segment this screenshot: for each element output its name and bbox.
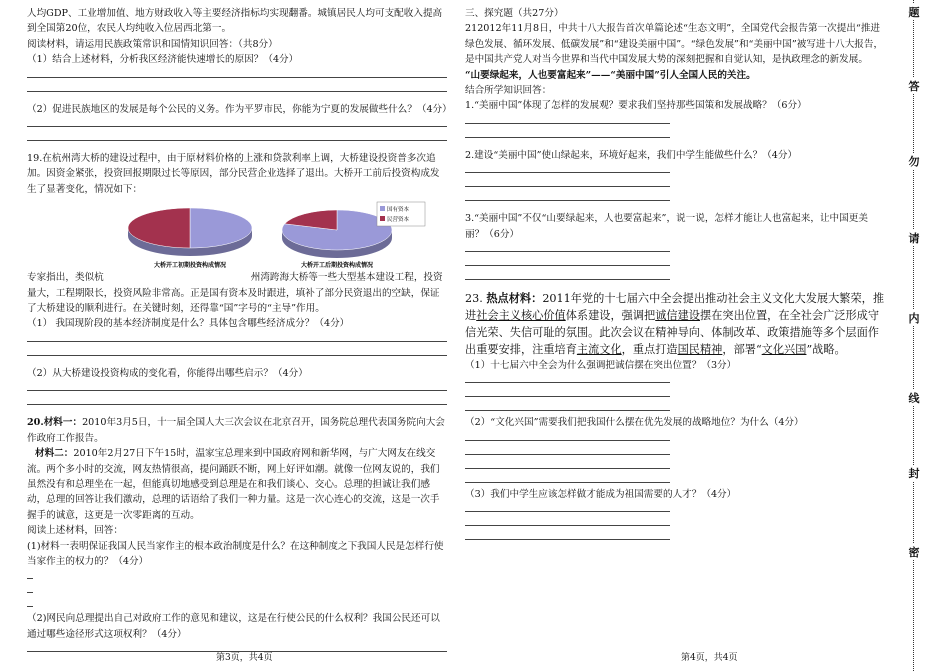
q21-text: 212012年11月8日，中共十八大报告首次单篇论述“生态文明”，全国党代会报告第一次提出“推进绿色发展、循环发展、低碳发展”和“建设美丽中国”。“绿色发展”和“美丽中国”被写进十八大报告，是中国共产党人对当今世界和当代中国发展大势的深刻把握和自觉认知，是执政理念的新发展。 <box>465 23 884 66</box>
answer-line[interactable] <box>465 270 670 280</box>
answer-line[interactable] <box>465 516 670 526</box>
seal-char: 请 <box>904 230 924 246</box>
page-number-right: 第4页，共4页 <box>681 653 738 663</box>
answer-line[interactable] <box>465 373 670 383</box>
answer-line[interactable] <box>465 431 670 441</box>
q20-m2-text: 2010年2月27日下午15时，温家宝总理来到中国政府网和新华网，与广大网友在线交流。两个多小时的交流，网友热情很高，提问踊跃不断，网上好评如潮。就像一位网友说的，我们虽然没有和总理坐在一起，但能真切地感受到总理是在和我们谈心、交心。总理的担诚让我们感动，总理的回答让我们激动，总理的话语给了我们一种力量。这是一次心连心的交流，这是一次手握手的诚意，这更是一次零距离的互动。 <box>27 448 440 521</box>
answer-line[interactable] <box>465 177 670 187</box>
chart-title-early: 大桥开工初期投资构成情况 <box>153 262 227 270</box>
left-page <box>27 6 452 656</box>
seal-char: 勿 <box>904 153 924 169</box>
q23-material: 23. 热点材料：2011年党的十七届六中全会提出推动社会主义文化大发展大繁荣，推进社会主义核心价值体系建设，强调把诚信建设摆在突出位置，在全社会广泛形成守信光荣、失信可耻的氛围。此次会议在精神导向、体制改革、政策措施等多个层面作出重要安排，注重培育主流文化，重点打造国民精神，部署“文化兴国”战略。 <box>465 291 885 357</box>
answer-line[interactable] <box>27 395 447 405</box>
answer-line[interactable] <box>465 128 670 138</box>
answer-line[interactable] <box>465 445 670 455</box>
answer-line[interactable] <box>27 68 447 78</box>
answer-line[interactable] <box>465 530 670 540</box>
answer-line[interactable] <box>465 114 670 124</box>
answer-line[interactable] <box>27 569 33 579</box>
answer-line[interactable] <box>27 346 447 356</box>
answer-line[interactable] <box>465 387 670 397</box>
answer-line[interactable] <box>465 459 670 469</box>
legend-label-state: 国有资本 <box>387 207 410 214</box>
q18-instruction: 阅读材料，请运用民族政策常识和国情知识回答：（共8分） <box>27 38 278 50</box>
q23-1: （1）十七届六中全会为什么强调把诚信摆在突出位置？（3分） <box>465 360 737 372</box>
q19-text: 19.在杭州湾大桥的建设过程中，由于原材料价格的上涨和贷款利率上调，大桥建设投资普多次追加。因资金紧张，投资回报期限过长等原因，部分民营企业选择了退出。大桥开工前后投资构成发生了显著变化，情况如下： <box>27 153 440 195</box>
page-number-left: 第3页，共4页 <box>216 653 273 663</box>
seal-line <box>900 0 928 671</box>
q23-2: （2）“文化兴国”需要我们把我国什么摆在优先发展的战略地位？为什么（4分） <box>465 417 804 429</box>
answer-line[interactable] <box>27 131 447 141</box>
q18-intro: 人均GDP、工业增加值、地方财政收入等主要经济指标均实现翻番。城镇居民人均可支配收入提高到全国第20位，农民人均纯收入位居西北第一。 <box>27 8 443 35</box>
q21-instruction: 结合所学知识回答： <box>465 85 552 97</box>
q20-2: （2)网民向总理提出自己对政府工作的意见和建议，这是在行使公民的什么权利？我国公民还可以通过哪些途径形式这项权利？（4分） <box>27 613 440 640</box>
answer-line[interactable] <box>465 242 670 252</box>
legend-label-private: 民营资本 <box>387 217 410 224</box>
pie-charts <box>27 200 447 270</box>
answer-line[interactable] <box>465 191 670 201</box>
answer-line[interactable] <box>27 82 447 92</box>
q20-instruction: 阅读上述材料，回答： <box>27 525 123 537</box>
seal-char: 封 <box>904 465 924 481</box>
pie-chart-early <box>122 200 262 270</box>
q18-1: （1）结合上述材料，分析我区经济能快速增长的原因？（4分） <box>27 54 299 66</box>
q20-material-1 <box>27 415 447 446</box>
q20-m1-text: 2010年3月5日，十一届全国人大三次会议在北京召开，国务院总理代表国务院向大会作政府工作报告。 <box>27 417 445 444</box>
seal-char: 密 <box>904 544 924 560</box>
seal-char: 线 <box>904 390 924 406</box>
q19-cont-a: 专家指出，类似杭 <box>27 272 104 284</box>
seal-char: 答 <box>904 78 924 94</box>
answer-line[interactable] <box>27 117 447 127</box>
chart-title-late: 大桥开工后期投资构成情况 <box>300 262 374 270</box>
answer-line[interactable] <box>465 502 670 512</box>
seal-char: 题 <box>904 4 924 20</box>
q19-continuation <box>27 270 447 316</box>
q21-2: 2.建设“美丽中国”使山绿起来，环境好起来，我们中学生能做些什么？（4分） <box>465 149 798 161</box>
q20-1: (1)材料一表明保证我国人民当家作主的根本政治制度是什么？在这种制度之下我国人民是怎样行使当家作主的权力的？（4分） <box>27 540 444 567</box>
q23-label: 热点材料： <box>486 291 543 306</box>
q18-2: （2）促进民族地区的发展是每个公民的义务。作为平罗市民，你能为宁夏的发展做些什么？（4分） <box>27 103 452 115</box>
q21-3: 3.“美丽中国”不仅“山要绿起来，人也要富起来”，说一说，怎样才能让人也富起来，让中国更美丽？（6分） <box>465 213 868 240</box>
q19-cont-c: 型基本建设工程，投资量大，工程期限长，投资风险非常高。正是国有资本及时跟进，填补了部分民资退出的空缺，保证了大桥建设的顺利进行。在关键时刻，还得靠“国”字号的“主导”作用。 <box>27 272 443 315</box>
answer-line[interactable] <box>465 473 670 483</box>
q20-m1-label: 20.材料一： <box>27 417 83 429</box>
q19-1: （1） 我国现阶段的基本经济制度是什么？具体包含哪些经济成分？（4分） <box>27 318 350 330</box>
q21-1: 1.“美丽中国”体现了怎样的发展观？要求我们坚持那些国策和发展战略？（6分） <box>465 100 807 112</box>
section-title: 三、探究题（共27分） <box>465 8 564 19</box>
pie-chart-late <box>277 200 427 270</box>
q20-material-2 <box>27 446 447 523</box>
legend-swatch-state <box>380 206 385 211</box>
answer-line[interactable] <box>27 597 33 607</box>
answer-line[interactable] <box>27 332 447 342</box>
seal-char: 内 <box>904 310 924 326</box>
q21-quote: “山要绿起来，人也要富起来”——“美丽中国”引人全国人民的关注。 <box>465 69 756 81</box>
answer-line[interactable] <box>465 256 670 266</box>
answer-line[interactable] <box>465 163 670 173</box>
q19-2: （2）从大桥建设投资构成的变化看，你能得出哪些启示？（4分） <box>27 367 308 379</box>
q20-m2-label: 材料二： <box>35 448 74 460</box>
legend-swatch-private <box>380 216 385 221</box>
q19-cont-b: 州湾跨海大桥等一些大 <box>250 272 347 284</box>
q23-3: （3）我们中学生应该怎样做才能成为祖国需要的人才？（4分） <box>465 488 737 500</box>
answer-line[interactable] <box>27 583 33 593</box>
answer-line[interactable] <box>27 381 447 391</box>
right-page <box>465 6 885 544</box>
answer-line[interactable] <box>465 401 670 411</box>
seal-dotted-line <box>913 0 914 671</box>
